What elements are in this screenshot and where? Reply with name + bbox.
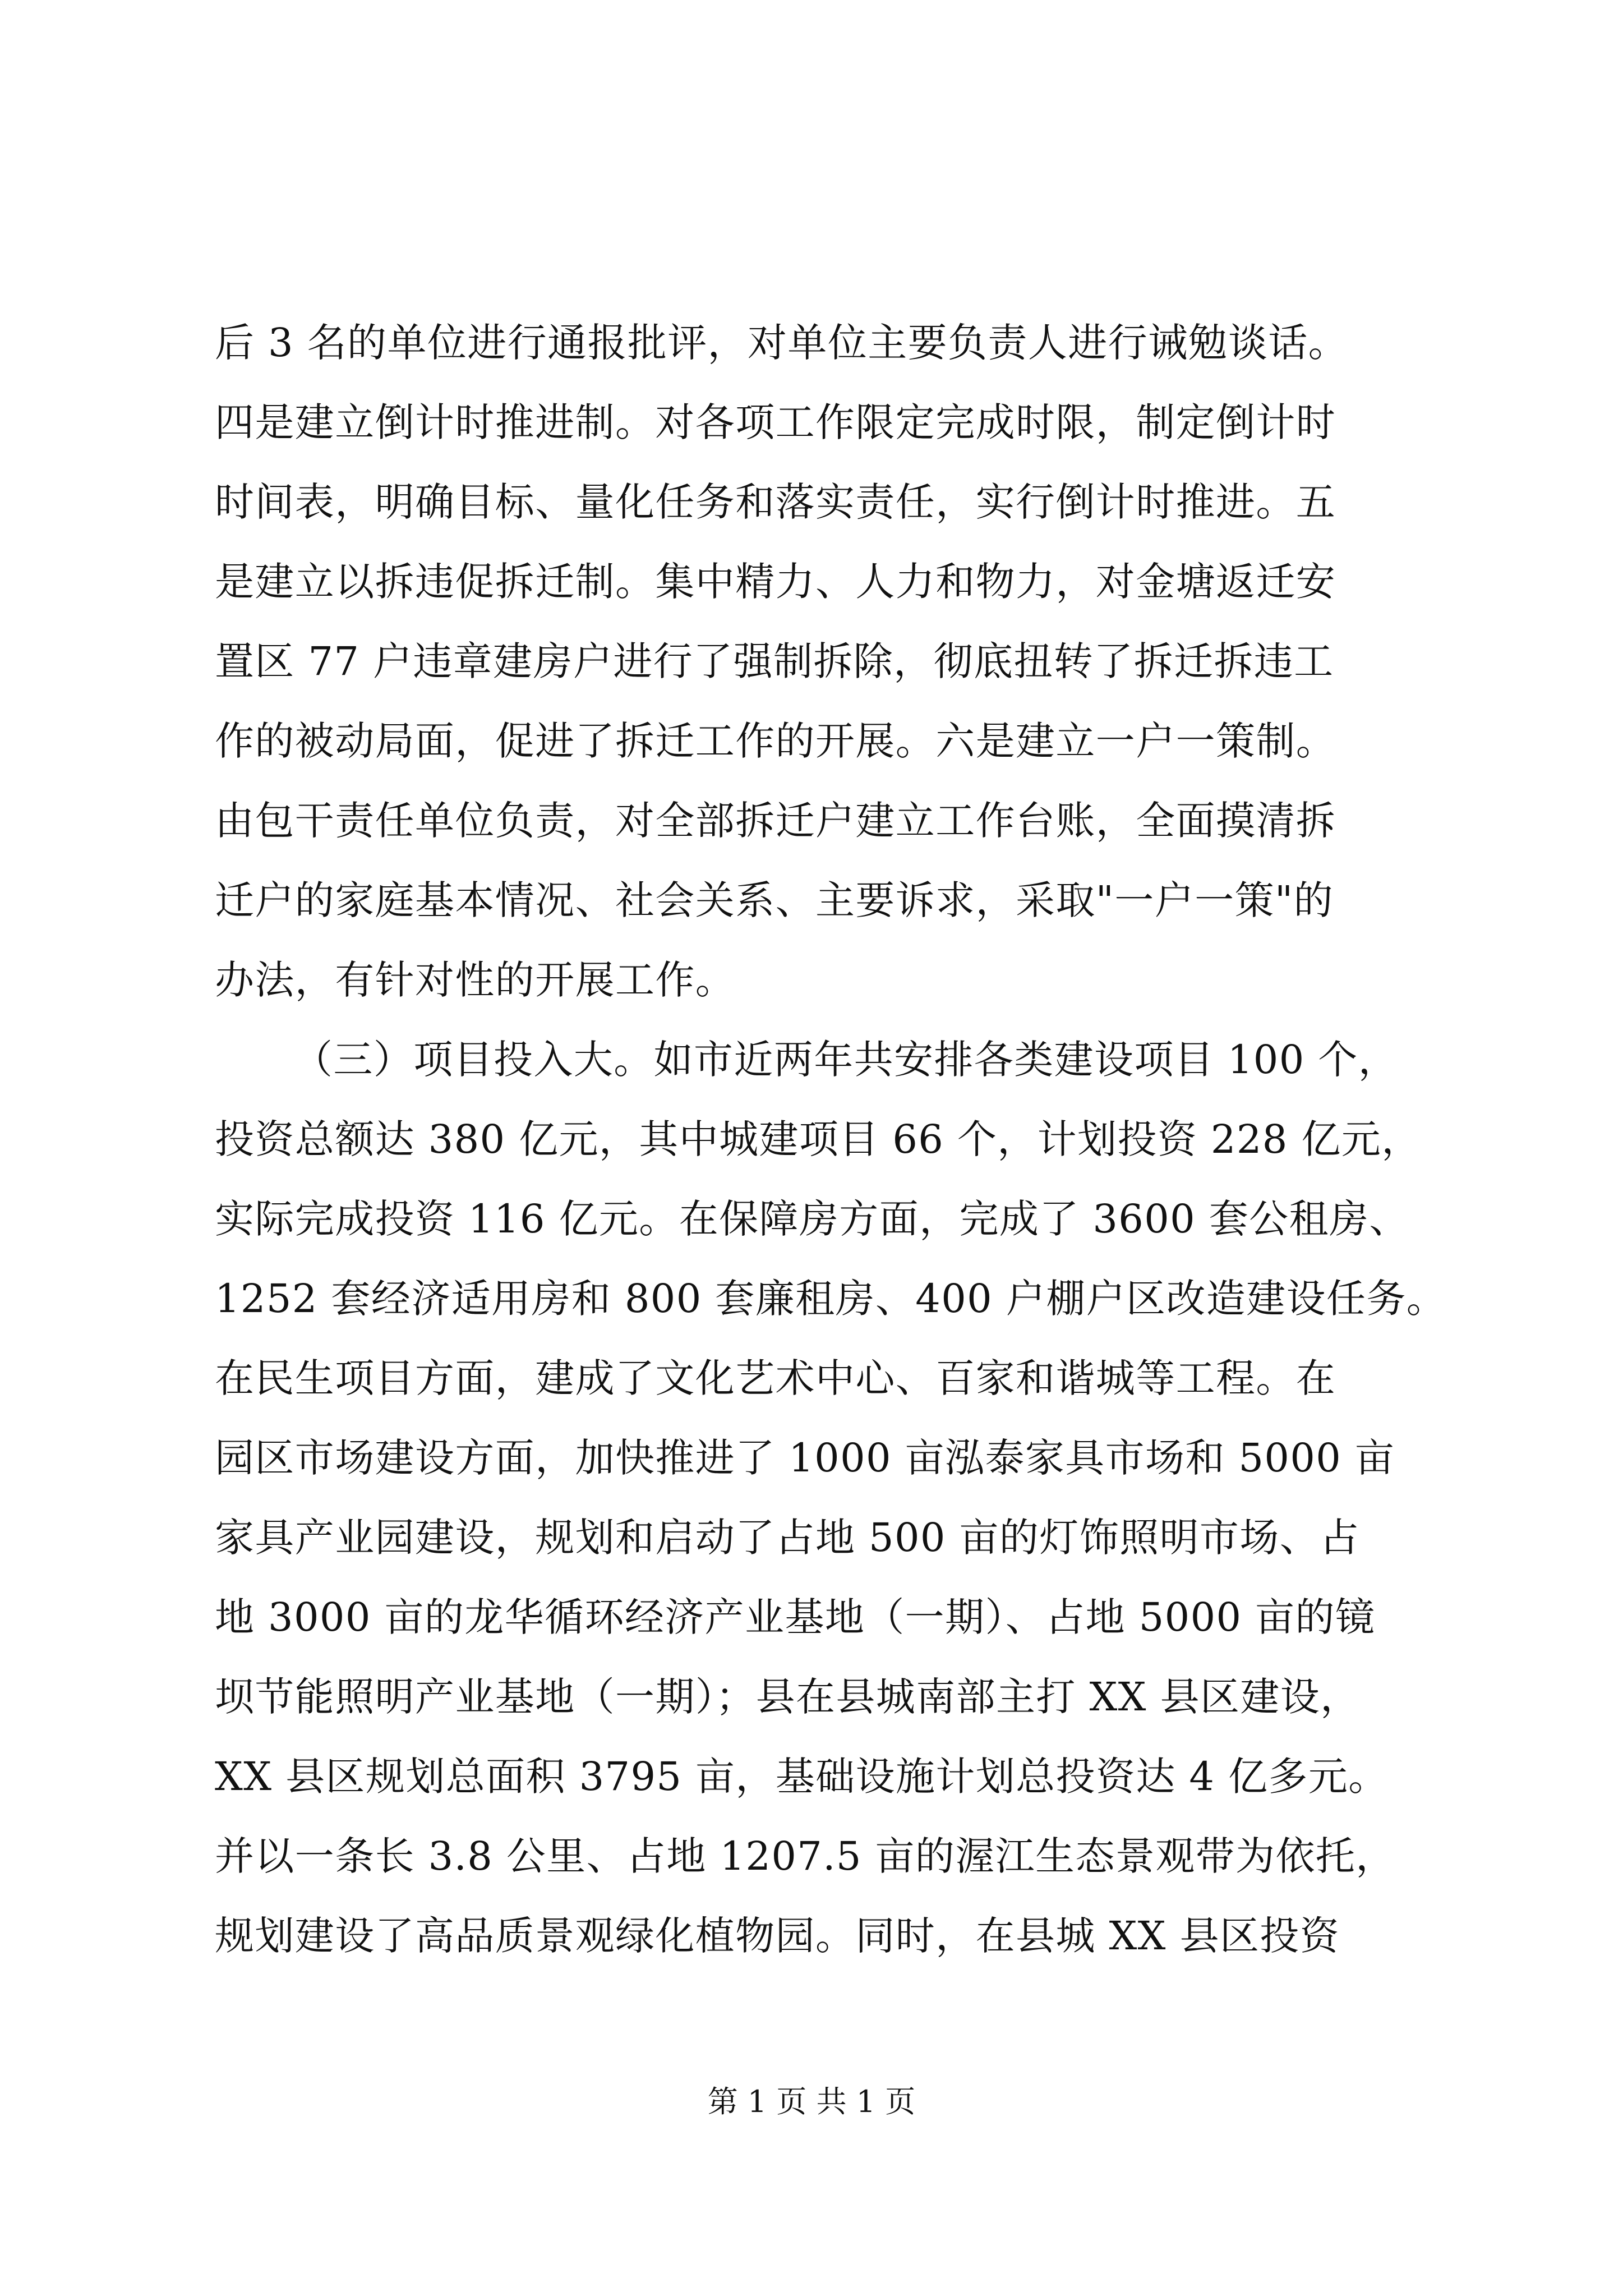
text-line: XX 县区规划总面积 3795 亩，基础设施计划总投资达 4 亿多元。: [215, 1754, 1389, 1800]
text-line: 作的被动局面，促进了拆迁工作的开展。六是建立一户一策制。: [215, 718, 1336, 764]
body-text: [215, 303, 1447, 1976]
text-line: 投资总额达 380 亿元，其中城建项目 66 个，计划投资 228 亿元，: [215, 1116, 1422, 1162]
paragraph-heading-line: （三）项目投入大。如市近两年共安排各类建设项目 100 个，: [293, 1037, 1399, 1083]
text-line: 地 3000 亩的龙华循环经济产业基地（一期）、占地 5000 亩的镜: [215, 1594, 1376, 1640]
text-line: 后 3 名的单位进行通报批评，对单位主要负责人进行诫勉谈话。: [215, 320, 1349, 366]
text-line: 并以一条长 3.8 公里、占地 1207.5 亩的渥江生态景观带为依托，: [215, 1833, 1396, 1879]
text-line: 园区市场建设方面，加快推进了 1000 亩泓泰家具市场和 5000 亩: [215, 1435, 1395, 1481]
text-line: 迁户的家庭基本情况、社会关系、主要诉求，采取"一户一策"的: [215, 877, 1334, 923]
text-line: 在民生项目方面，建成了文化艺术中心、百家和谐城等工程。在: [215, 1355, 1336, 1401]
text-line: 置区 77 户违章建房户进行了强制拆除，彻底扭转了拆迁拆违工: [215, 638, 1334, 684]
text-line: 坝节能照明产业基地（一期）；县在县城南部主打 XX 县区建设，: [215, 1674, 1361, 1720]
text-line: 家具产业园建设，规划和启动了占地 500 亩的灯饰照明市场、占: [215, 1515, 1360, 1561]
text-line: 1252 套经济适用房和 800 套廉租房、400 户棚户区改造建设任务。: [215, 1276, 1447, 1322]
text-line: 由包干责任单位负责，对全部拆迁户建立工作台账，全面摸清拆: [215, 798, 1336, 844]
text-line: 四是建立倒计时推进制。对各项工作限定完成时限，制定倒计时: [215, 399, 1336, 445]
text-line: 规划建设了高品质景观绿化植物园。同时，在县城 XX 县区投资: [215, 1913, 1340, 1959]
text-line: 时间表，明确目标、量化任务和落实责任，实行倒计时推进。五: [215, 479, 1336, 525]
page-number-footer: 第 1 页 共 1 页: [707, 2084, 916, 2119]
text-line: 办法，有针对性的开展工作。: [215, 957, 736, 1003]
text-line: 是建立以拆违促拆迁制。集中精力、人力和物力，对金塘返迁安: [215, 559, 1336, 605]
text-line: 实际完成投资 116 亿元。在保障房方面，完成了 3600 套公租房、: [215, 1196, 1409, 1242]
